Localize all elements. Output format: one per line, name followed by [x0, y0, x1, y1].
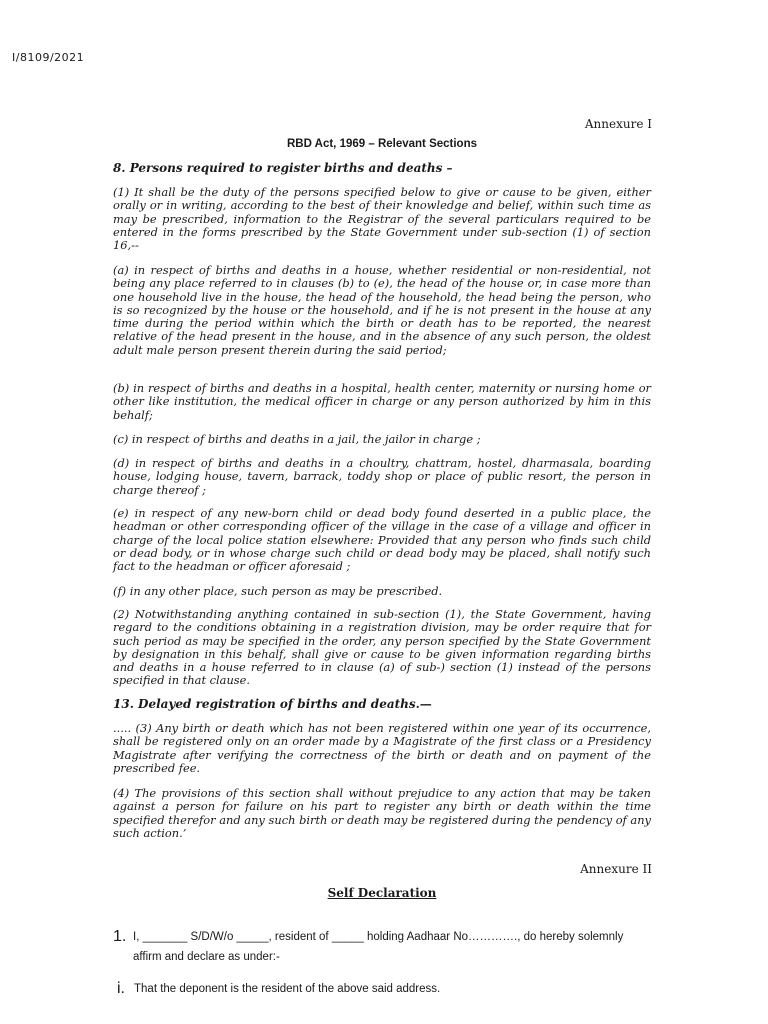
act-title: RBD Act, 1969 – Relevant Sections — [286, 138, 478, 150]
reference-number: I/8109/2021 — [12, 51, 85, 64]
section-13-para-4: (4) The provisions of this section shall without prejudice to any action that may be taken against a person for failure on his part to register any birth or death within the time specified therefor and any such birth or death may be registered during the pendency of any such action.’ — [113, 786, 651, 840]
item-marker: 1. — [113, 928, 127, 945]
section-8-clause-b: (b) in respect of births and deaths in a hospital, health center, maternity or nursing home or other like institution, the medical officer in charge or any person authorized by him in this behalf; — [113, 381, 651, 422]
section-8-clause-c: (c) in respect of births and deaths in a jail, the jailor in charge ; — [113, 432, 481, 446]
annexure-2-label: Annexure II — [580, 862, 652, 876]
item-marker: i. — [117, 980, 125, 997]
section-8-clause-f: (f) in any other place, such person as may be prescribed. — [113, 584, 443, 598]
declaration-item-i — [113, 979, 653, 999]
section-8-para-1: (1) It shall be the duty of the persons specified below to give or cause to be given, either orally or in writing, according to the best of their knowledge and belief, within such time as may be prescribed, information to the Registrar of the several particulars required to be entered in the forms prescribed by the State Government under sub-section (1) of section 16,-- — [113, 185, 651, 253]
section-8-clause-e: (e) in respect of any new-born child or dead body found deserted in a public place, the headman or other corresponding officer of the village in the case of a village and officer in charge of the local police station elsewhere: Provided that any person who finds such child or dead body, or in whose charge such child or dead body may be placed, shall notify such fact to the headman or officer aforesaid ; — [113, 506, 651, 574]
section-13-heading: 13. Delayed registration of births and deaths.— — [113, 697, 432, 711]
item-text: I, _______ S/D/W/o _____, resident of _____ holding Aadhaar No…………., do hereby solemnly affirm and declare as under:- — [133, 931, 624, 963]
item-text: That the deponent is the resident of the above said address. — [134, 983, 441, 995]
self-declaration-title: Self Declaration — [327, 886, 437, 900]
declaration-item-1 — [113, 927, 653, 967]
section-8-para-2: (2) Notwithstanding anything contained in sub-section (1), the State Government, having regard to the conditions obtaining in a registration division, may be order require that for such period as may be specified in the order, any person specified by the State Government by designation in this behalf, shall give or cause to be given information regarding births and deaths in a house referred to in clause (a) of sub-) section (1) instead of the persons specified in that clause. — [113, 607, 651, 688]
section-8-heading: 8. Persons required to register births and deaths – — [113, 161, 453, 175]
section-8-clause-d: (d) in respect of births and deaths in a choultry, chattram, hostel, dharmasala, boarding house, lodging house, tavern, barrack, toddy shop or place of public resort, the person in charge thereof ; — [113, 456, 651, 497]
section-13-para-3: ..... (3) Any birth or death which has not been registered within one year of its occurrence, shall be registered only on an order made by a Magistrate of the first class or a Presidency Magistrate after verifying the correctness of the birth or death and on payment of the prescribed fee. — [113, 721, 651, 775]
annexure-1-label: Annexure I — [584, 117, 652, 131]
section-8-clause-a: (a) in respect of births and deaths in a house, whether residential or non-residential, not being any place referred to in clauses (b) to (e), the head of the house or, in case more than one household live in the house, the head of the household, the head being the person, who is so recognized by the house or the household, and if he is not present in the house at any time during the period within which the birth or death has to be reported, the nearest relative of the head present in the house, and in the absence of any such person, the oldest adult male person present therein during the said period; — [113, 263, 651, 357]
